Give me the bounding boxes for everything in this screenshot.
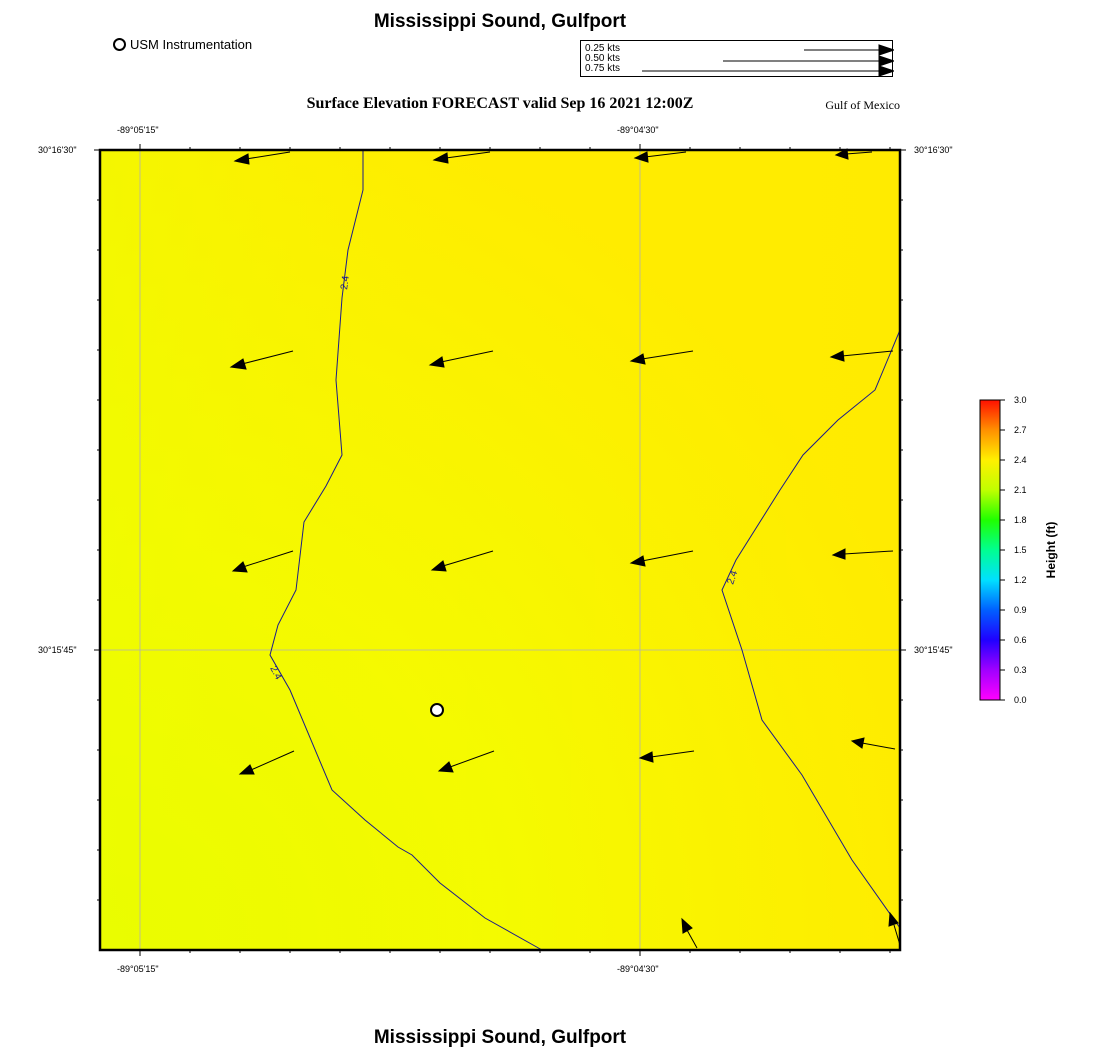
footer-title: Mississippi Sound, Gulfport bbox=[373, 1027, 627, 1048]
lat-tick-left-1: 30°16'30" bbox=[38, 145, 77, 155]
lat-tick-left-2: 30°15'45" bbox=[38, 645, 77, 655]
lon-tick-top-1: -89°05'15" bbox=[117, 125, 159, 135]
map-subtitle: Surface Elevation FORECAST valid Sep 16 2021 12:00Z bbox=[306, 95, 694, 112]
cbar-tick-1-5: 1.5 bbox=[1014, 545, 1027, 555]
cbar-tick-2-4: 2.4 bbox=[1014, 455, 1027, 465]
colorbar-label: Height (ft) bbox=[1044, 521, 1058, 579]
cbar-tick-3-0: 3.0 bbox=[1014, 395, 1027, 405]
cbar-tick-1-2: 1.2 bbox=[1014, 575, 1027, 585]
instrument-legend-label: USM Instrumentation bbox=[130, 37, 253, 52]
colorbar bbox=[980, 400, 1000, 700]
cbar-tick-1-8: 1.8 bbox=[1014, 515, 1027, 525]
map-title: Mississippi Sound, Gulfport bbox=[373, 11, 627, 32]
colorbar-ticks bbox=[1000, 400, 1005, 700]
cbar-tick-0-0: 0.0 bbox=[1014, 695, 1027, 705]
region-label: Gulf of Mexico bbox=[825, 98, 900, 112]
lon-tick-bottom-1: -89°05'15" bbox=[117, 964, 159, 974]
cbar-tick-2-1: 2.1 bbox=[1014, 485, 1027, 495]
scale-label-025: 0.25 kts bbox=[585, 43, 621, 54]
scale-label-050: 0.50 kts bbox=[585, 53, 621, 64]
cbar-tick-0-9: 0.9 bbox=[1014, 605, 1027, 615]
lon-tick-top-2: -89°04'30" bbox=[617, 125, 659, 135]
colorbar-tick-labels bbox=[1014, 395, 1027, 705]
contour-label-3: 2.4 bbox=[725, 569, 741, 586]
lat-tick-right-1: 30°16'30" bbox=[914, 145, 953, 155]
lon-tick-bottom-2: -89°04'30" bbox=[617, 964, 659, 974]
cbar-tick-2-7: 2.7 bbox=[1014, 425, 1027, 435]
instrument-location-marker[interactable] bbox=[431, 704, 443, 716]
elevation-field-shade bbox=[100, 150, 900, 950]
cbar-tick-0-3: 0.3 bbox=[1014, 665, 1027, 675]
contour-label-1: 2.4 bbox=[339, 275, 352, 291]
contour-label-2: 2.4 bbox=[267, 664, 284, 682]
lat-tick-right-2: 30°15'45" bbox=[914, 645, 953, 655]
scale-label-075: 0.75 kts bbox=[585, 63, 621, 74]
cbar-tick-0-6: 0.6 bbox=[1014, 635, 1027, 645]
